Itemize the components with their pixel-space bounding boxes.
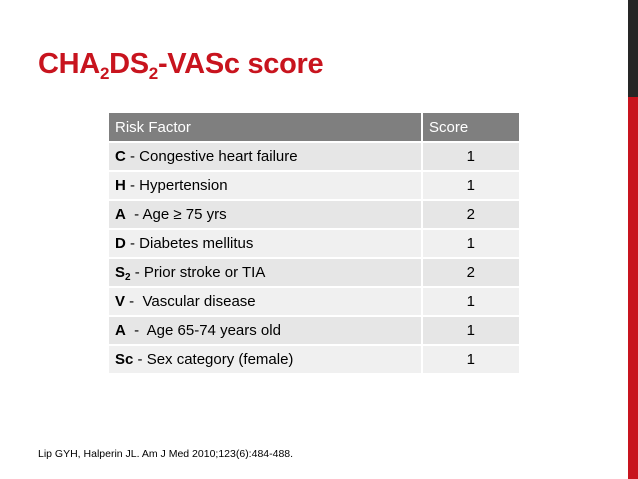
table-row [108, 287, 520, 316]
score-cell: 2 [422, 258, 520, 287]
score-cell: 2 [422, 200, 520, 229]
score-cell: 1 [422, 229, 520, 258]
table-row [108, 258, 520, 287]
score-cell: 1 [422, 171, 520, 200]
score-cell: 1 [422, 316, 520, 345]
factor-code: V [115, 293, 126, 310]
risk-factor-cell [108, 171, 422, 200]
side-accent-bar-red [628, 97, 638, 479]
factor-description: - Sex category (female) [133, 351, 294, 368]
factor-description: - Prior stroke or TIA [130, 264, 266, 281]
risk-factor-cell [108, 142, 422, 171]
header-risk-factor: Risk Factor [108, 112, 422, 142]
table-row [108, 345, 520, 374]
factor-description: - Age 65-74 years old [125, 322, 281, 339]
factor-description: - Congestive heart failure [125, 148, 298, 165]
table-header-row [108, 112, 520, 142]
citation: Lip GYH, Halperin JL. Am J Med 2010;123(6):484-488. [38, 448, 294, 460]
factor-code: C [115, 148, 126, 165]
risk-factor-cell [108, 345, 422, 374]
table-row [108, 316, 520, 345]
risk-factor-cell [108, 287, 422, 316]
factor-code: $S_2$ [115, 264, 131, 283]
risk-factor-cell [108, 316, 422, 345]
factor-description: - Age ≥ 75 yrs [125, 206, 227, 223]
score-cell: 1 [422, 287, 520, 316]
factor-description: - Hypertension [125, 177, 228, 194]
score-cell: 1 [422, 345, 520, 374]
factor-code: A [115, 322, 126, 339]
table-row [108, 229, 520, 258]
risk-factor-cell [108, 200, 422, 229]
factor-code: H [115, 177, 126, 194]
factor-description: - Vascular disease [125, 293, 256, 310]
side-accent-bar-dark [628, 0, 638, 97]
table-row [108, 200, 520, 229]
factor-code: D [115, 235, 126, 252]
risk-factor-cell [108, 229, 422, 258]
header-score: Score [422, 112, 520, 142]
table-row [108, 171, 520, 200]
factor-code: Sc [115, 351, 134, 368]
risk-factor-cell [108, 258, 422, 287]
score-cell: 1 [422, 142, 520, 171]
factor-description: - Diabetes mellitus [125, 235, 254, 252]
factor-code: A [115, 206, 126, 223]
table-row [108, 142, 520, 171]
slide-title: $CHA_2DS_2$-VASc score [38, 48, 324, 83]
risk-factor-table [107, 111, 521, 375]
